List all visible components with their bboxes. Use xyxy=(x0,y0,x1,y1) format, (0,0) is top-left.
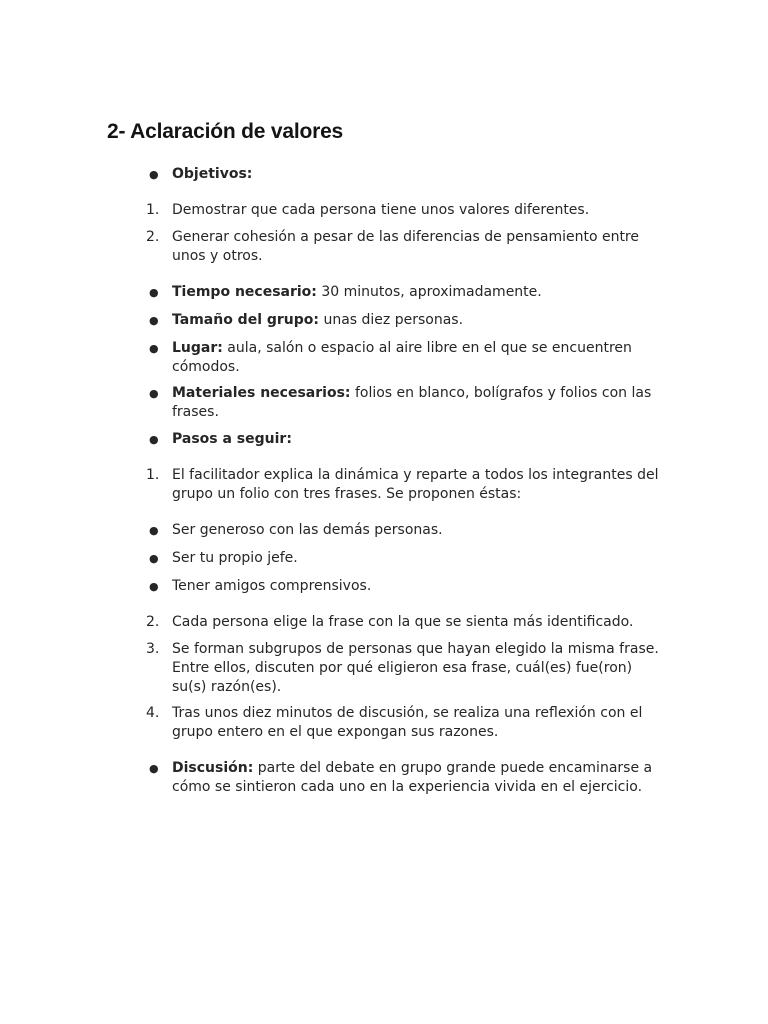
objetivos-label: Objetivos: xyxy=(172,166,253,182)
list-item-text: El facilitador explica la dinámica y reparte a todos los integrantes del grupo un folio con tres frases. Se proponen éstas: xyxy=(172,467,659,502)
bullet-icon: ● xyxy=(149,524,159,537)
bullet-item-phrase-1 xyxy=(146,521,666,540)
detail-text: unas diez personas. xyxy=(319,312,464,328)
list-number: 4. xyxy=(146,705,160,721)
phrase-text: Tener amigos comprensivos. xyxy=(172,578,372,594)
detail-label: Tamaño del grupo: xyxy=(172,312,320,328)
numbered-item-step-3 xyxy=(146,640,666,697)
bullet-icon: ● xyxy=(149,387,159,400)
list-number: 3. xyxy=(146,641,160,657)
detail-text: folios en blanco, bolígrafos y folios con las frases. xyxy=(172,385,652,420)
list-number: 2. xyxy=(146,229,160,245)
list-item-text: Generar cohesión a pesar de las diferencias de pensamiento entre unos y otros. xyxy=(172,229,639,264)
phrase-text: Ser generoso con las demás personas. xyxy=(172,522,443,538)
detail-label: Pasos a seguir: xyxy=(172,431,292,447)
detail-text: 30 minutos, aproximadamente. xyxy=(316,284,542,300)
list-number: 1. xyxy=(146,467,160,483)
bullet-icon: ● xyxy=(149,342,159,355)
detail-label: Tiempo necesario: xyxy=(172,284,317,300)
discusion-text: parte del debate en grupo grande puede encaminarse a cómo se sintieron cada uno en la experiencia vivida en el ejercicio. xyxy=(172,760,653,795)
bullet-icon: ● xyxy=(149,762,159,775)
bullet-icon: ● xyxy=(149,286,159,299)
bullet-item-lugar xyxy=(146,339,666,377)
bullet-icon: ● xyxy=(149,168,159,181)
bullet-item-pasos xyxy=(146,430,666,449)
numbered-item-step-4 xyxy=(146,704,666,742)
list-item-text: Cada persona elige la frase con la que se sienta más identificado. xyxy=(172,614,634,630)
bullet-icon: ● xyxy=(149,552,159,565)
list-number: 1. xyxy=(146,202,160,218)
section-title: 2- Aclaración de valores xyxy=(107,120,344,143)
bullet-item-phrase-3 xyxy=(146,577,666,596)
detail-text: aula, salón o espacio al aire libre en el que se encuentren cómodos. xyxy=(172,340,632,375)
numbered-item-objetivo-2 xyxy=(146,228,666,266)
phrase-text: Ser tu propio jefe. xyxy=(172,550,298,566)
numbered-item-step-1 xyxy=(146,466,666,504)
bullet-item-objetivos xyxy=(146,165,666,184)
list-item-text: Demostrar que cada persona tiene unos valores diferentes. xyxy=(172,202,590,218)
list-item-text: Se forman subgrupos de personas que hayan elegido la misma frase. Entre ellos, discuten por qué eligieron esa frase, cuál(es) fue(ron) su(s) razón(es). xyxy=(172,641,659,695)
numbered-item-step-2 xyxy=(146,613,666,632)
bullet-item-phrase-2 xyxy=(146,549,666,568)
bullet-item-discusion xyxy=(146,759,666,797)
bullet-icon: ● xyxy=(149,314,159,327)
numbered-item-objetivo-1 xyxy=(146,201,666,220)
discusion-label: Discusión: xyxy=(172,760,254,776)
detail-label: Lugar: xyxy=(172,340,223,356)
bullet-item-tiempo xyxy=(146,283,666,302)
list-number: 2. xyxy=(146,614,160,630)
bullet-item-materiales xyxy=(146,384,666,422)
bullet-icon: ● xyxy=(149,433,159,446)
bullet-icon: ● xyxy=(149,580,159,593)
bullet-item-tamano xyxy=(146,311,666,330)
list-item-text: Tras unos diez minutos de discusión, se realiza una reflexión con el grupo entero en el que expongan sus razones. xyxy=(172,705,643,740)
detail-label: Materiales necesarios: xyxy=(172,385,351,401)
